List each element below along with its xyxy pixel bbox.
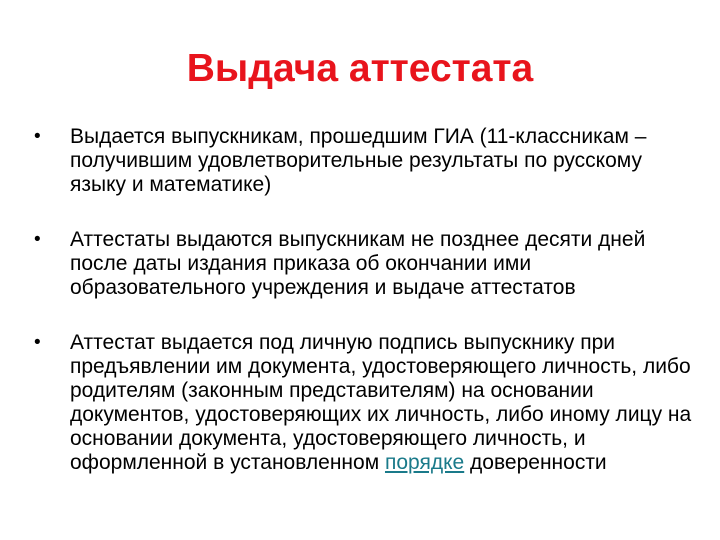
bullet-item-3 — [34, 331, 694, 475]
bullet-text-1: Выдается выпускникам, прошедшим ГИА (11-классникам – получившим удовлетворительные результаты по русскому языку и математике) — [70, 125, 647, 196]
bullet-item-1 — [34, 125, 694, 197]
bullet-marker: • — [34, 332, 41, 353]
bullet-text-2: Аттестаты выдаются выпускникам не позднее десяти дней после даты издания приказа об окончании ими образовательного учреждения и выдаче аттестатов — [70, 228, 646, 299]
bullet-marker: • — [34, 126, 41, 147]
bullet-marker: • — [34, 229, 41, 250]
slide-title: Выдача аттестата — [186, 47, 534, 90]
bullet-item-2 — [34, 228, 694, 300]
order-link[interactable]: порядке — [384, 451, 465, 474]
bullet-text-3 — [70, 331, 691, 474]
bullet-list — [34, 125, 694, 475]
bullet-text-3-end: доверенности — [464, 451, 607, 474]
bullet-text-3-start: Аттестат выдается под личную подпись выпускнику при предъявлении им документа, удостоверяющего личность, либо родителям (законным представителям) на основании документов, удостоверяющих их личность, либо иному лицу на основании документа, удостоверяющего личность, и оформленной в установленном — [70, 331, 692, 474]
